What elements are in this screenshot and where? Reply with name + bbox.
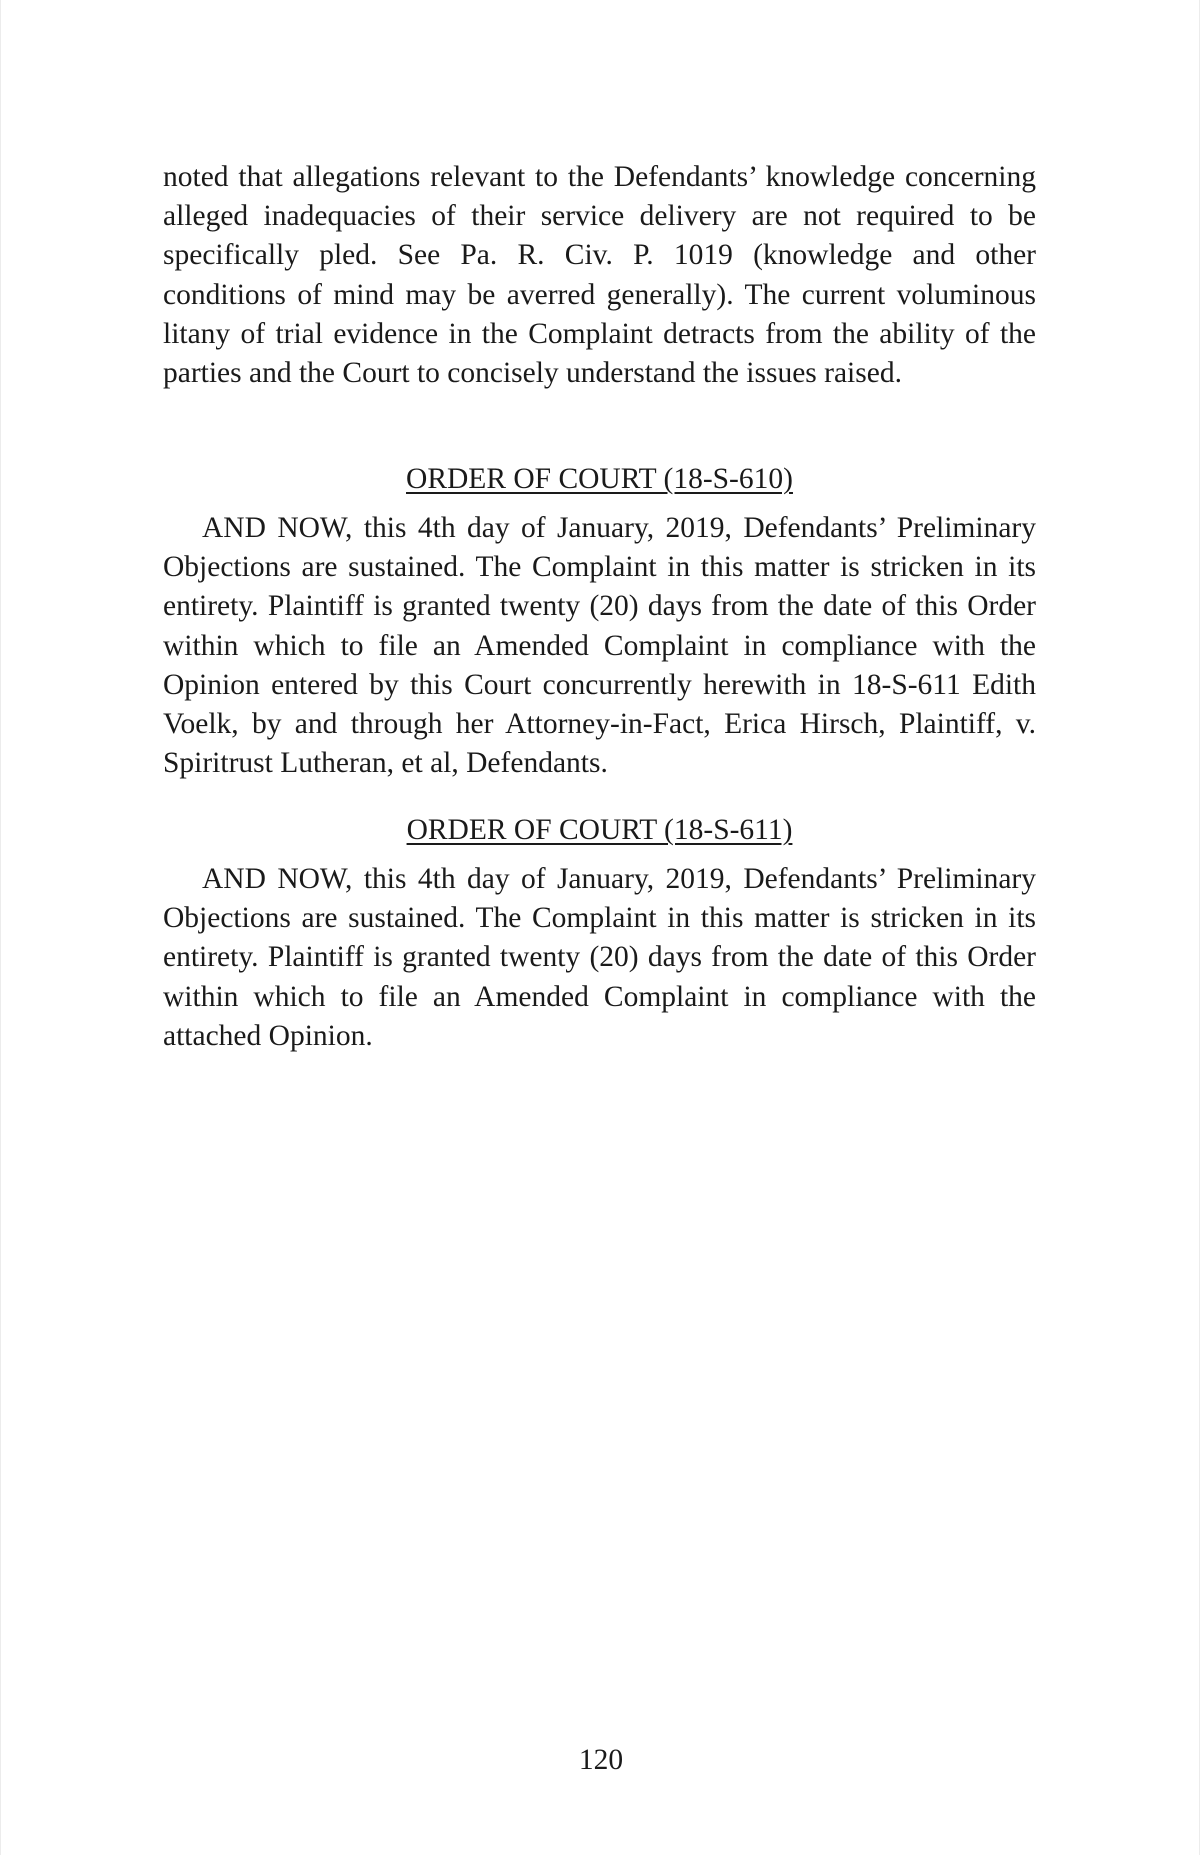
order-heading-18-s-611-text: ORDER OF COURT (18-S-611)	[406, 814, 793, 846]
order-body-18-s-611: AND NOW, this 4th day of January, 2019, Defendants’ Preliminary Objections are sustained. The Complaint in this matter is stricken in its entirety. Plaintiff is granted twenty (20) days from the date of this Order within which to file an Amended Complaint in compliance with the attached Opinion.	[163, 863, 1036, 1052]
order-heading-18-s-610	[163, 460, 1036, 499]
order-body-18-s-610: AND NOW, this 4th day of January, 2019, Defendants’ Preliminary Objections are sustained. The Complaint in this matter is stricken in its entirety. Plaintiff is granted twenty (20) days from the date of this Order within which to file an Amended Complaint in compliance with the Opinion entered by this Court concurrently herewith in 18-S-611 Edith Voelk, by and through her Attorney-in-Fact, Erica Hirsch, Plaintiff, v. Spiritrust Lutheran, et al, Defendants.	[163, 512, 1036, 780]
order-heading-18-s-611	[163, 811, 1036, 850]
page-number: 120	[578, 1744, 624, 1776]
order-heading-18-s-610-text: ORDER OF COURT (18-S-610)	[406, 463, 793, 495]
continuation-paragraph: noted that allegations relevant to the Defendants’ knowledge concerning alleged inadequacies of their service delivery are not required to be specifically pled. See Pa. R. Civ. P. 1019 (knowledge and other conditions of mind may be averred generally). The current voluminous litany of trial evidence in the Complaint detracts from the ability of the parties and the Court to concisely understand the issues raised.	[163, 161, 1036, 390]
